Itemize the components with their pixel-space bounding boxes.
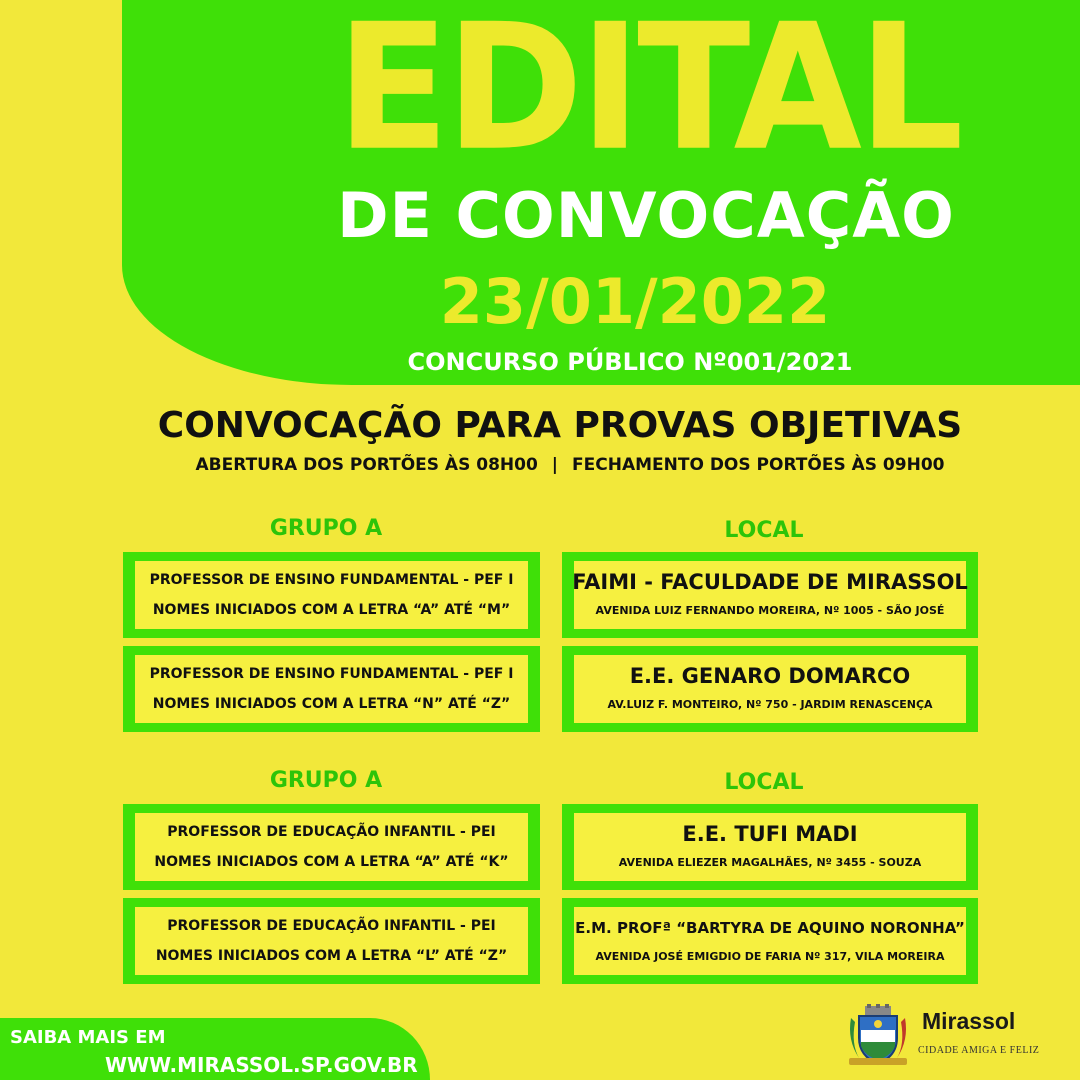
local-label: LOCAL [724, 770, 804, 795]
role-text: PROFESSOR DE ENSINO FUNDAMENTAL - PEF I [149, 572, 514, 588]
local-label: LOCAL [724, 518, 804, 543]
group-card-role [123, 552, 540, 638]
section-heading: CONVOCAÇÃO PARA PROVAS OBJETIVAS [157, 405, 963, 446]
group-card-role [123, 898, 540, 984]
edital-title: EDITAL [336, 0, 960, 190]
role-text: PROFESSOR DE EDUCAÇÃO INFANTIL - PEI [167, 824, 496, 840]
location-card [562, 646, 978, 732]
location-name: E.M. PROFª “BARTYRA DE AQUINO NORONHA” [575, 919, 965, 937]
brand-name: Mirassol [922, 1008, 1016, 1034]
names-range-text: NOMES INICIADOS COM A LETRA “N” ATÉ “Z” [152, 696, 511, 712]
group-label: GRUPO A [269, 516, 383, 541]
group-card-role [123, 804, 540, 890]
location-name: FAIMI - FACULDADE DE MIRASSOL [572, 570, 968, 594]
location-address: AV.LUIZ F. MONTEIRO, Nº 750 - JARDIM RENASCENÇA [607, 698, 933, 711]
names-range-text: NOMES INICIADOS COM A LETRA “L” ATÉ “Z” [155, 948, 508, 964]
closing-hours: FECHAMENTO DOS PORTÕES ÀS 09H00 [572, 455, 945, 475]
role-text: PROFESSOR DE EDUCAÇÃO INFANTIL - PEI [167, 918, 496, 934]
website-link[interactable]: WWW.MIRASSOL.SP.GOV.BR [105, 1053, 418, 1077]
hours-separator: | [551, 455, 559, 475]
opening-hours: ABERTURA DOS PORTÕES ÀS 08H00 [195, 455, 538, 475]
location-address: AVENIDA ELIEZER MAGALHÃES, Nº 3455 - SOUZA [618, 856, 922, 869]
names-range-text: NOMES INICIADOS COM A LETRA “A” ATÉ “K” [154, 854, 509, 870]
location-card [562, 804, 978, 890]
location-address: AVENIDA LUIZ FERNANDO MOREIRA, Nº 1005 - SÃO JOSÉ [595, 604, 945, 617]
group-card-role [123, 646, 540, 732]
role-text: PROFESSOR DE ENSINO FUNDAMENTAL - PEF I [149, 666, 514, 682]
more-info-label: SAIBA MAIS EM [10, 1027, 166, 1048]
location-name: E.E. GENARO DOMARCO [629, 664, 911, 688]
concurso-number: CONCURSO PÚBLICO Nº001/2021 [407, 348, 853, 376]
edital-date: 23/01/2022 [439, 265, 831, 338]
gate-hours [150, 450, 990, 480]
brand-slogan: CIDADE AMIGA E FELIZ [918, 1045, 1040, 1056]
location-name: E.E. TUFI MADI [682, 822, 858, 846]
group-label: GRUPO A [269, 768, 383, 793]
convocacao-subtitle: DE CONVOCAÇÃO [337, 179, 955, 252]
location-address: AVENIDA JOSÉ EMIGDIO DE FARIA Nº 317, VILA MOREIRA [595, 950, 945, 963]
location-card [562, 552, 978, 638]
location-card [562, 898, 978, 984]
municipal-coat-of-arms-icon [845, 1004, 911, 1068]
names-range-text: NOMES INICIADOS COM A LETRA “A” ATÉ “M” [152, 602, 511, 618]
